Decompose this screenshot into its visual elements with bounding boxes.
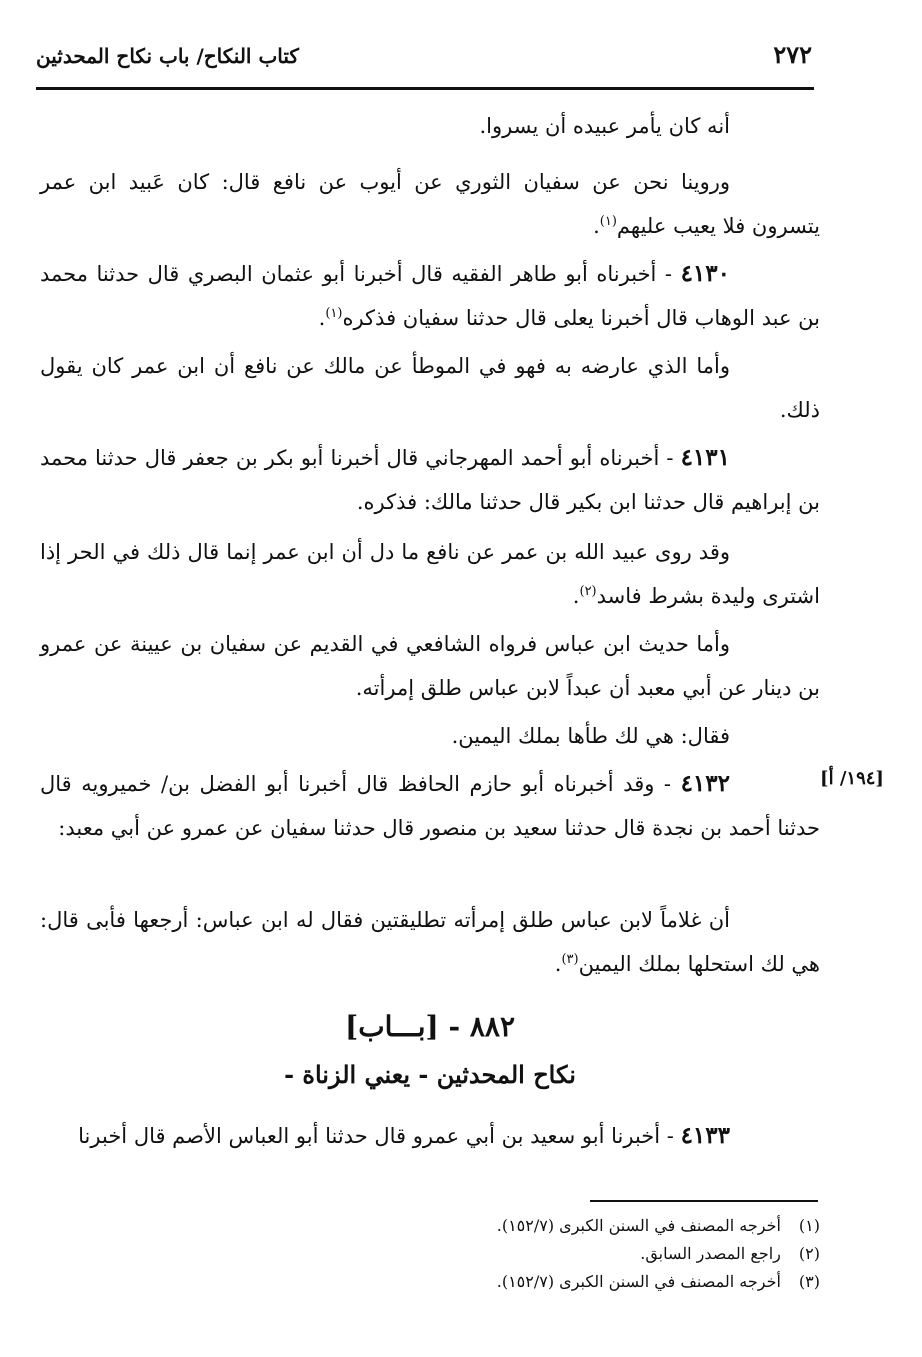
- paragraph-2: [40, 160, 820, 248]
- hadith-number: ٤١٣١: [680, 444, 730, 471]
- paragraph-7-text: أن غلاماً لابن عباس طلق إمرأته تطليقتين فقال له ابن عباس: أرجعها فأبى قال: هي لك استحلها بملك اليمين: [40, 908, 820, 976]
- hadith-4131-text: - أخبرناه أبو أحمد المهرجاني قال أخبرنا أبو بكر بن جعفر قال حدثنا محمد بن إبراهيم قال حدثنا ابن بكير قال حدثنا مالك: فذكره.: [40, 446, 820, 514]
- paragraph-3-text: وأما الذي عارضه به فهو في الموطأ عن مالك عن نافع أن ابن عمر كان يقول ذلك.: [40, 354, 820, 422]
- footnote-ref: (١): [599, 214, 617, 229]
- chapter-heading: ٨٨٢ - [بـــاب]: [344, 1010, 516, 1043]
- hadith-4131: [40, 436, 820, 524]
- hadith-4130: [40, 252, 820, 340]
- footnote-marker: (١): [798, 1216, 820, 1235]
- paragraph-4-end: .: [572, 584, 580, 608]
- footnote-text: راجع المصدر السابق.: [640, 1244, 781, 1263]
- hadith-number: ٤١٣٢: [680, 770, 730, 797]
- footnotes: [40, 1212, 820, 1296]
- footnote-text: أخرجه المصنف في السنن الكبرى (١٥٢/٧).: [496, 1272, 781, 1291]
- paragraph-2-text: وروينا نحن عن سفيان الثوري عن أيوب عن نافع قال: كان عَبيد ابن عمر يتسرون فلا يعيب عليهم: [40, 170, 820, 238]
- hadith-4133-text: - أخبرنا أبو سعيد بن أبي عمرو قال حدثنا أبو العباس الأصم قال أخبرنا: [78, 1124, 674, 1148]
- paragraph-4: [40, 530, 820, 618]
- hadith-4133: [40, 1114, 820, 1158]
- hadith-number: ٤١٣٣: [680, 1122, 730, 1149]
- paragraph-7: [40, 898, 820, 986]
- paragraph-5: [40, 622, 820, 710]
- paragraph-7-end: .: [554, 952, 562, 976]
- footnote-3: [40, 1268, 820, 1296]
- footnote-text: أخرجه المصنف في السنن الكبرى (١٥٢/٧).: [496, 1216, 781, 1235]
- page-header: [36, 40, 812, 84]
- hadith-4132: [40, 762, 820, 850]
- paragraph-2-end: .: [593, 214, 600, 238]
- running-title: كتاب النكاح/ باب نكاح المحدثين: [36, 44, 299, 68]
- hadith-number: ٤١٣٠: [680, 260, 730, 287]
- hadith-4132-text: - وقد أخبرناه أبو حازم الحافظ قال أخبرنا أبو الفضل بن/ خميرويه قال حدثنا أحمد بن نجدة قال حدثنا سعيد بن منصور قال حدثنا سفيان عن عمرو عن أبي معبد:: [40, 772, 820, 840]
- footnote-1: [40, 1212, 820, 1240]
- hadith-4130-text: - أخبرناه أبو طاهر الفقيه قال أخبرنا أبو عثمان البصري قال حدثنا محمد بن عبد الوهاب قال أخبرنا يعلى قال حدثنا سفيان فذكره: [40, 262, 820, 330]
- footnote-marker: (٣): [798, 1272, 820, 1291]
- footnote-ref: (٢): [579, 584, 597, 599]
- paragraph-6-text: فقال: هي لك طأها بملك اليمين.: [451, 724, 730, 748]
- paragraph-1: [40, 104, 820, 148]
- footnote-2: [40, 1240, 820, 1268]
- paragraph-6: [40, 714, 820, 758]
- footnote-ref: (٣): [561, 952, 579, 967]
- page-number: ٢٧٢: [773, 40, 812, 69]
- hadith-4130-end: .: [318, 306, 326, 330]
- footnote-marker: (٢): [798, 1244, 820, 1263]
- paragraph-3: [40, 344, 820, 432]
- chapter-subtitle: نكاح المحدثين - يعني الزناة -: [284, 1060, 576, 1089]
- footnote-rule: [590, 1200, 818, 1202]
- paragraph-4-text: وقد روى عبيد الله بن عمر عن نافع ما دل أن ابن عمر إنما قال ذلك في الحر إذا اشترى وليدة بشرط فاسد: [40, 540, 820, 608]
- footnote-ref: (١): [325, 306, 343, 321]
- header-rule: [36, 87, 814, 90]
- manuscript-folio-ref: [١٩٤/ أ]: [820, 768, 884, 789]
- paragraph-5-text: وأما حديث ابن عباس فرواه الشافعي في القديم عن سفيان بن عيينة عن عمرو بن دينار عن أبي معبد أن عبداً لابن عباس طلق إمرأته.: [40, 632, 820, 700]
- paragraph-1-text: أنه كان يأمر عبيده أن يسروا.: [479, 114, 730, 138]
